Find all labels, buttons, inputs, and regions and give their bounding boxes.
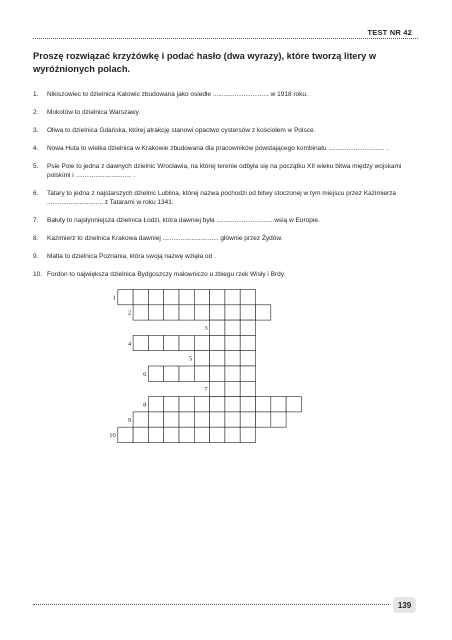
question-number: 7. (33, 217, 39, 224)
question-number: 9. (33, 253, 39, 260)
question-number: 5. (33, 163, 39, 170)
crossword-cell[interactable] (133, 290, 148, 305)
crossword-cell[interactable] (240, 381, 255, 396)
crossword-cell[interactable] (194, 366, 209, 381)
crossword-cell[interactable] (225, 320, 240, 335)
crossword-cell[interactable] (271, 397, 286, 412)
crossword-cell[interactable] (194, 335, 209, 350)
crossword-cell[interactable] (133, 335, 148, 350)
question-text: Kazimierz to dzielnica Krakowa dawniej ............................... głównie przez Żydów. (47, 235, 283, 242)
crossword-cell[interactable] (179, 412, 194, 427)
question-number: 6. (33, 190, 39, 197)
crossword-cell[interactable] (164, 290, 179, 305)
question-text: Fordon to największa dzielnica Bydgoszczy malowniczo u zbiegu rzek Wisły i Brdy. (47, 271, 286, 278)
question-number: 8. (33, 235, 39, 242)
crossword-row-number: 1 (112, 294, 116, 302)
crossword-cell[interactable] (225, 412, 240, 427)
crossword-cell[interactable] (133, 412, 148, 427)
crossword-cell[interactable] (286, 397, 301, 412)
crossword-cell[interactable] (225, 381, 240, 396)
crossword-row-number: 10 (109, 432, 116, 440)
crossword-cell[interactable] (240, 412, 255, 427)
crossword-cell[interactable] (210, 305, 225, 320)
crossword-cell[interactable] (210, 366, 225, 381)
crossword-cell[interactable] (118, 427, 133, 442)
question-text: Bałuty to najsłynniejsza dzielnica Łodzi, która dawniej była ............................... wsią w Europie. (47, 217, 320, 224)
crossword-cell[interactable] (210, 320, 225, 335)
crossword-cell[interactable] (256, 412, 271, 427)
crossword-cell[interactable] (179, 305, 194, 320)
crossword-cell[interactable] (194, 290, 209, 305)
crossword-cell[interactable] (240, 305, 255, 320)
question-number: 2. (33, 109, 39, 116)
crossword-cell[interactable] (164, 335, 179, 350)
crossword-cell[interactable] (210, 335, 225, 350)
question-text: Oliwa to dzielnica Gdańska, której atrakcję stanowi opactwo cystersów z kościołem w Polsce. (47, 127, 316, 134)
crossword-cell[interactable] (179, 397, 194, 412)
crossword-cell[interactable] (179, 290, 194, 305)
crossword-cell[interactable] (225, 335, 240, 350)
instruction-text: Proszę rozwiązać krzyżówkę i podać hasło (dwa wyrazy), które tworzą litery w wyróżnionych polach. (33, 51, 377, 74)
crossword-cell[interactable] (210, 351, 225, 366)
crossword-row-number: 5 (189, 355, 193, 363)
crossword-cell[interactable] (210, 427, 225, 442)
crossword-cell[interactable] (240, 397, 255, 412)
crossword-cell[interactable] (225, 397, 240, 412)
test-number-label: TEST NR 42 (367, 28, 412, 37)
crossword-row-number: 2 (127, 309, 132, 317)
crossword-cell[interactable] (148, 366, 163, 381)
crossword-cell[interactable] (133, 305, 148, 320)
crossword-cell[interactable] (225, 290, 240, 305)
question-text: Psie Pole to jedna z dawnych dzielnic Wrocławia, na której terenie odbyła się na początku XII wieku bitwa między wojskami polskimi i ............................... . (47, 163, 402, 179)
bottom-dotted-divider (33, 604, 389, 605)
crossword-cell[interactable] (133, 427, 148, 442)
question-text: Nowa Huta to wielka dzielnica w Krakowie zbudowana dla pracowników powstającego kombinatu ............................... . (47, 145, 389, 152)
question-text: Nikiszowiec to dzielnica Katowic zbudowana jako osiedle ............................... w 1918 roku. (47, 91, 308, 98)
crossword-cell[interactable] (164, 397, 179, 412)
crossword-cell[interactable] (240, 335, 255, 350)
crossword-cell[interactable] (148, 305, 163, 320)
crossword-cell[interactable] (194, 427, 209, 442)
crossword-cell[interactable] (194, 412, 209, 427)
crossword-cell[interactable] (240, 290, 255, 305)
crossword-cell[interactable] (148, 397, 163, 412)
crossword-cell[interactable] (164, 427, 179, 442)
question-text: Mokotów to dzielnica Warszawy. (47, 109, 141, 116)
crossword-cell[interactable] (240, 351, 255, 366)
crossword-cell[interactable] (225, 427, 240, 442)
crossword-row-number: 8 (143, 401, 147, 409)
crossword-row-number: 3 (204, 324, 208, 332)
crossword-cell[interactable] (148, 412, 163, 427)
crossword-cell[interactable] (210, 290, 225, 305)
crossword-row-number: 7 (204, 386, 208, 394)
crossword-cell[interactable] (210, 412, 225, 427)
crossword-cell[interactable] (256, 305, 271, 320)
crossword-cell[interactable] (194, 397, 209, 412)
crossword-cell[interactable] (210, 381, 225, 396)
question-text: Malta to dzielnica Poznania, która swoją nazwę wzięła od . (47, 253, 216, 260)
crossword-cell[interactable] (240, 427, 255, 442)
crossword-cell[interactable] (179, 366, 194, 381)
crossword-cell[interactable] (240, 366, 255, 381)
crossword-cell[interactable] (148, 427, 163, 442)
crossword-cell[interactable] (256, 397, 271, 412)
crossword-cell[interactable] (240, 320, 255, 335)
crossword-cell[interactable] (271, 412, 286, 427)
crossword-cell[interactable] (179, 427, 194, 442)
crossword-cell[interactable] (225, 351, 240, 366)
crossword-row-number: 4 (127, 340, 132, 348)
question-number: 10. (33, 271, 43, 278)
crossword-cell[interactable] (118, 290, 133, 305)
question-number: 1. (33, 91, 39, 98)
crossword-cell[interactable] (225, 366, 240, 381)
crossword-cell[interactable] (194, 305, 209, 320)
page-number-badge: 139 (393, 597, 416, 613)
crossword-cell[interactable] (164, 305, 179, 320)
crossword-cell[interactable] (210, 397, 225, 412)
crossword-row-number: 9 (127, 416, 132, 424)
crossword-cell[interactable] (194, 351, 209, 366)
question-number: 4. (33, 145, 39, 152)
crossword-cell[interactable] (164, 412, 179, 427)
crossword-cell[interactable] (164, 366, 179, 381)
crossword-cell[interactable] (148, 290, 163, 305)
crossword-cell[interactable] (225, 305, 240, 320)
crossword-cell[interactable] (179, 335, 194, 350)
question-text: Tatary to jedna z najstarszych dzielnic Lublina, której nazwa pochodzi od bitwy stoczonej w tym miejscu przez Kazimierza ............................... z Tatarami w roku 1341. (47, 190, 396, 206)
question-number: 3. (33, 127, 39, 134)
crossword-row-number: 6 (143, 370, 147, 378)
crossword-cell[interactable] (148, 335, 163, 350)
